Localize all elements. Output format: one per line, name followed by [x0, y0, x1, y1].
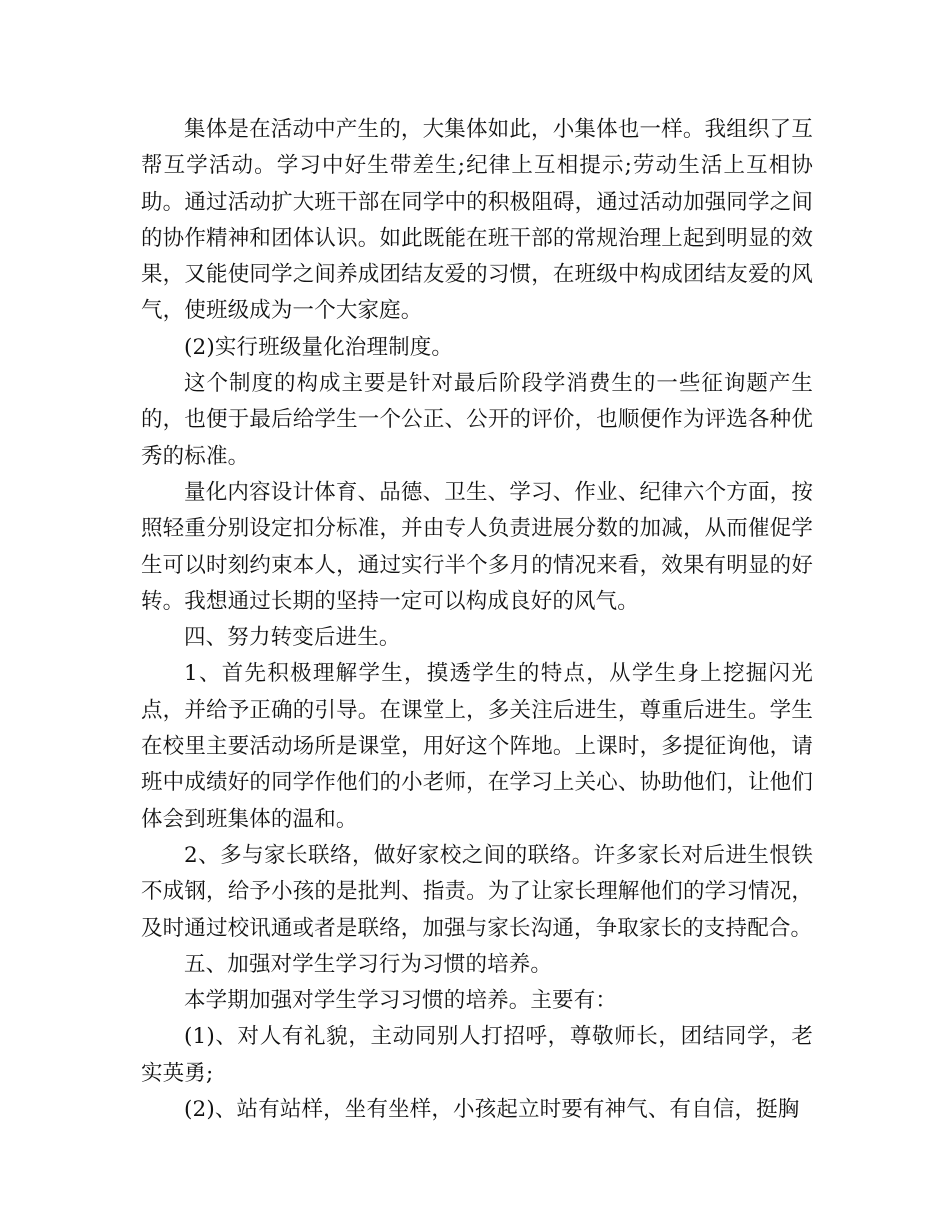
paragraph-quantified-content: 量化内容设计体育、品德、卫生、学习、作业、纪律六个方面，按照轻重分别设定扣分标准，并由专人负责进展分数的加减，从而催促学生可以时刻约束本人，通过实行半个多月的情况来看，效果有明显的好转。我想通过长期的坚持一定可以构成良好的风气。 [141, 479, 813, 614]
paragraph-quantified-management-heading: (2)实行班级量化治理制度。 [184, 334, 454, 360]
paragraph-parent-contact: 2、多与家长联络，做好家校之间的联络。许多家长对后进生恨铁不成钢，给予小孩的是批判、指责。为了让家长理解他们的学习情况，及时通过校讯通或者是联络，加强与家长沟通，争取家长的支持配合。 [141, 842, 813, 941]
document-body [141, 112, 813, 1128]
paragraph-habit-item-2: (2)、站有站样，坐有坐样，小孩起立时要有神气、有自信，挺胸 [184, 1097, 800, 1123]
section-heading-underachievers: 四、努力转变后进生。 [184, 625, 401, 651]
paragraph-habit-item-1: (1)、对人有礼貌，主动同别人打招呼，尊敬师长，团结同学，老实英勇; [141, 1024, 813, 1086]
paragraph-collective-activities: 集体是在活动中产生的，大集体如此，小集体也一样。我组织了互帮互学活动。学习中好生带差生;纪律上互相提示;劳动生活上互相协助。通过活动扩大班干部在同学中的积极阻碍，通过活动加强同学之间的协作精神和团体认识。如此既能在班干部的常规治理上起到明显的效果，又能使同学之间养成团结友爱的习惯，在班级中构成团结友爱的风气，使班级成为一个大家庭。 [141, 117, 813, 324]
paragraph-understand-students: 1、首先积极理解学生，摸透学生的特点，从学生身上挖掘闪光点，并给予正确的引导。在课堂上，多关注后进生，尊重后进生。学生在校里主要活动场所是课堂，用好这个阵地。上课时，多提征询他，请班中成绩好的同学作他们的小老师，在学习上关心、协助他们，让他们体会到班集体的温和。 [141, 661, 813, 832]
section-heading-study-habits: 五、加强对学生学习行为习惯的培养。 [184, 951, 553, 977]
paragraph-habits-intro: 本学期加强对学生学习习惯的培养。主要有： [184, 988, 618, 1014]
paragraph-system-purpose: 这个制度的构成主要是针对最后阶段学消费生的一些征询题产生的，也便于最后给学生一个公正、公开的评价，也顺便作为评选各种优秀的标准。 [141, 371, 813, 469]
